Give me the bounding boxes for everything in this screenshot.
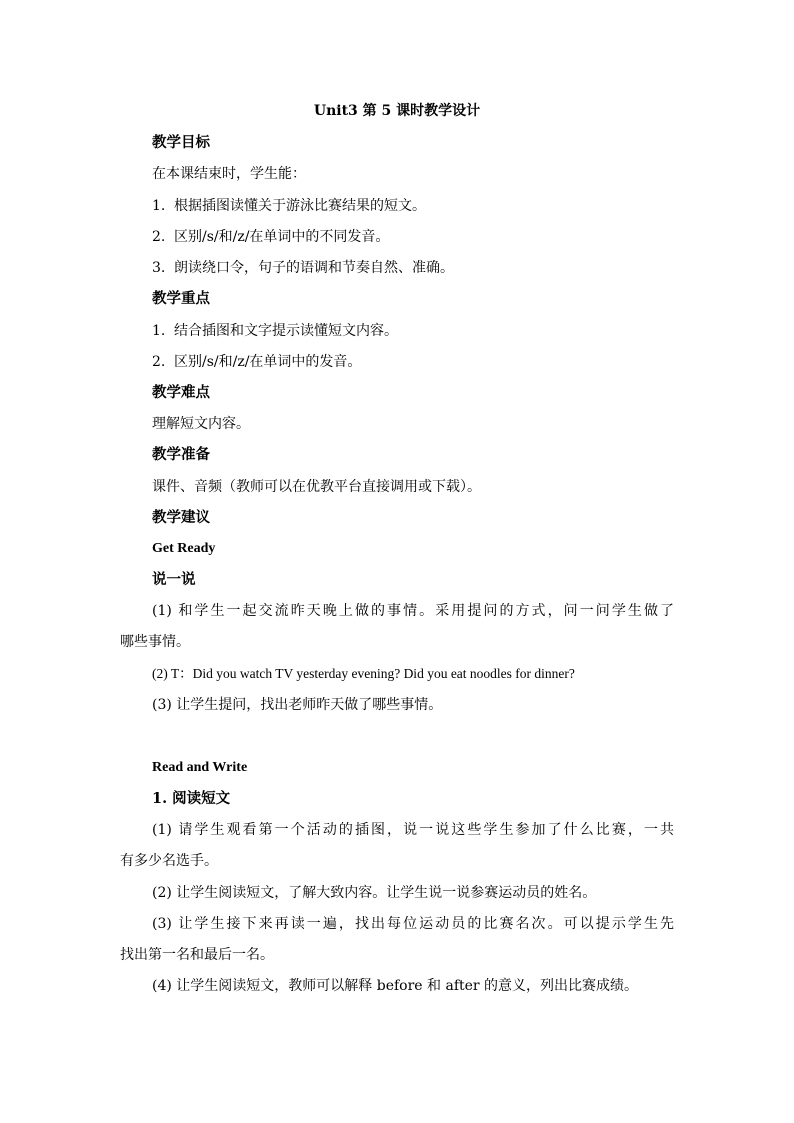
read-and-write-step3-line1 [152,915,674,933]
preparation-heading: 教学准备 [152,446,210,463]
get-ready-step1-line2: 哪些事情。 [120,634,190,650]
read-and-write-step1-line2: 有多少名选手。 [120,853,218,869]
objective-item [152,228,389,246]
objective-item-number: 3. [152,260,166,276]
read-and-write-step1-line1-text: (1) 请学生观看第一个活动的插图，说一说这些学生参加了什么比赛，一共 [152,822,674,838]
objective-item-text: 根据插图读懂关于游泳比赛结果的短文。 [174,198,426,214]
key-point-item-text: 区别/s/和/z/在单词中的发音。 [174,354,362,370]
read-and-write-step3-line2: 找出第一名和最后一名。 [120,947,274,963]
key-point-item-text: 结合插图和文字提示读懂短文内容。 [174,323,398,339]
key-points-heading: 教学重点 [152,290,210,307]
read-and-write-subheading: 1. 阅读短文 [152,790,231,807]
objective-item-text: 区别/s/和/z/在单词中的不同发音。 [174,229,390,245]
get-ready-step2: (2) T：Did you watch TV yesterday evening? Did you eat noodles for dinner? [152,666,575,681]
preparation-text: 课件、音频（教师可以在优教平台直接调用或下载）。 [152,479,481,495]
get-ready-step1-line1 [152,602,674,620]
read-and-write-step3-line1-text: (3) 让学生接下来再读一遍，找出每位运动员的比赛名次。可以提示学生先 [152,916,674,932]
read-and-write-step2: (2) 让学生阅读短文，了解大致内容。让学生说一说参赛运动员的姓名。 [152,885,597,901]
key-point-item [152,322,398,340]
get-ready-subheading: 说一说 [152,571,196,588]
objective-item [152,197,426,215]
key-point-item [152,353,361,371]
key-point-item-number: 2. [152,354,166,370]
objective-item [152,259,454,277]
objective-item-text: 朗读绕口令，句子的语调和节奏自然、准确。 [174,260,454,276]
objectives-intro: 在本课结束时，学生能： [152,166,306,182]
get-ready-step1-line1-text: (1) 和学生一起交流昨天晚上做的事情。采用提问的方式，问一问学生做了 [152,603,674,619]
get-ready-heading: Get Ready [152,541,216,556]
document-title: Unit3 第 5 课时教学设计 [313,103,481,119]
read-and-write-heading: Read and Write [152,760,248,775]
suggestions-heading: 教学建议 [152,509,210,526]
get-ready-step3: (3) 让学生提问，找出老师昨天做了哪些事情。 [152,697,443,713]
objective-item-number: 2. [152,229,166,245]
read-and-write-step1-line1 [152,821,674,839]
read-and-write-step4: (4) 让学生阅读短文，教师可以解释 before 和 after 的意义，列出比赛成绩。 [152,978,639,994]
objective-item-number: 1. [152,198,166,214]
objectives-heading: 教学目标 [152,134,210,151]
difficulties-text: 理解短文内容。 [152,416,250,432]
difficulties-heading: 教学难点 [152,384,210,401]
key-point-item-number: 1. [152,323,166,339]
